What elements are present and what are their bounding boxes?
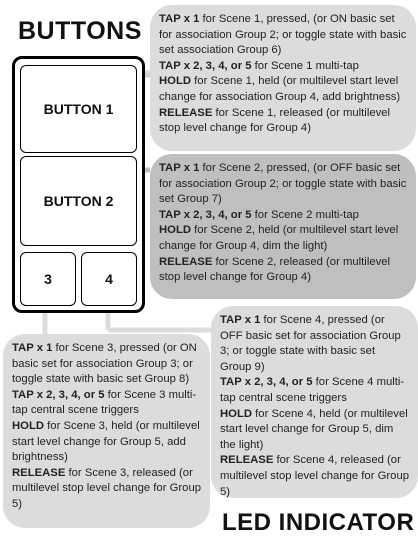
button-2-label: BUTTON 2	[43, 193, 114, 209]
scene1-callout	[150, 5, 416, 151]
scene3-release-label: RELEASE	[12, 466, 66, 479]
scene4-release-text: for Scene 4, released (or multilevel stop level change for Group 5)	[220, 454, 410, 498]
scene1-release-label: RELEASE	[159, 106, 213, 119]
page-title: BUTTONS	[18, 17, 142, 45]
scene3-callout	[3, 334, 210, 528]
scene4-tapn-label: TAP x 2, 3, 4, or 5	[220, 376, 313, 389]
scene2-tapn-label: TAP x 2, 3, 4, or 5	[159, 208, 252, 221]
scene4-tap1-text: for Scene 4, pressed (or OFF basic set for association Group 3; or toggle state with basic set Group 9)	[220, 314, 401, 373]
scene1-tapn-label: TAP x 2, 3, 4, or 5	[159, 59, 252, 72]
switch-device	[12, 56, 145, 313]
scene3-release-text: for Scene 3, released (or multilevel stop level change for Group 5)	[12, 466, 202, 510]
scene2-tap1-text: for Scene 2, pressed, (or OFF basic set for association Group 2; or toggle state with basic set Group 7)	[159, 162, 407, 206]
scene3-tapn-label: TAP x 2, 3, 4, or 5	[12, 388, 105, 401]
scene1-release-text: for Scene 1, released (or multilevel stop level change for Group 4)	[159, 106, 391, 135]
scene2-release-label: RELEASE	[159, 255, 213, 268]
scene3-tap1-label: TAP x 1	[12, 342, 53, 354]
scene4-release-label: RELEASE	[220, 454, 274, 467]
button-1-label: BUTTON 1	[43, 101, 114, 117]
scene4-tapn-text: for Scene 4 multi-tap central scene triggers	[220, 376, 405, 404]
button-1[interactable]	[20, 65, 137, 153]
scene1-tapn-text: for Scene 1 multi-tap	[251, 59, 359, 72]
scene2-tapn-text: for Scene 2 multi-tap	[251, 208, 359, 221]
scene2-callout	[150, 154, 416, 299]
button-4-label: 4	[105, 271, 113, 287]
scene3-hold-label: HOLD	[12, 419, 45, 432]
scene1-hold-text: for Scene 1, held (or multilevel start level change for association Group 4, add brightness)	[159, 75, 401, 103]
scene3-hold-text: for Scene 3, held (or multilevel start level change for Group 5, add brightness)	[12, 419, 200, 464]
scene4-hold-label: HOLD	[220, 407, 253, 420]
scene4-tap1-label: TAP x 1	[220, 314, 261, 326]
scene3-tap1-text: for Scene 3, pressed (or ON basic set for association Group 3; or toggle state with basic set Group 8)	[12, 342, 197, 386]
scene4-callout	[211, 306, 418, 498]
button-3-label: 3	[44, 271, 52, 287]
scene2-hold-text: for Scene 2, held (or multilevel start level change for Group 4, dim the light)	[159, 224, 399, 252]
scene3-tapn-text: for Scene 3 multi-tap central scene triggers	[12, 388, 197, 417]
button-3[interactable]	[20, 252, 76, 306]
scene4-hold-text: for Scene 4, held (or multilevel start level change for Group 5, dim the light)	[220, 407, 408, 451]
scene2-release-text: for Scene 2, released (or multilevel stop level change for Group 4)	[159, 255, 391, 284]
scene2-hold-label: HOLD	[159, 224, 192, 237]
scene1-hold-label: HOLD	[159, 75, 192, 88]
scene1-tap1-text: for Scene 1, pressed, (or ON basic set for association Group 2; or toggle state with basic set association Group 6)	[159, 13, 407, 57]
scene1-tap1-label: TAP x 1	[159, 13, 200, 25]
button-4[interactable]	[81, 252, 137, 306]
button-2[interactable]	[20, 156, 137, 246]
scene2-tap1-label: TAP x 1	[159, 162, 200, 174]
led-indicator-label: LED INDICATOR	[222, 509, 415, 536]
